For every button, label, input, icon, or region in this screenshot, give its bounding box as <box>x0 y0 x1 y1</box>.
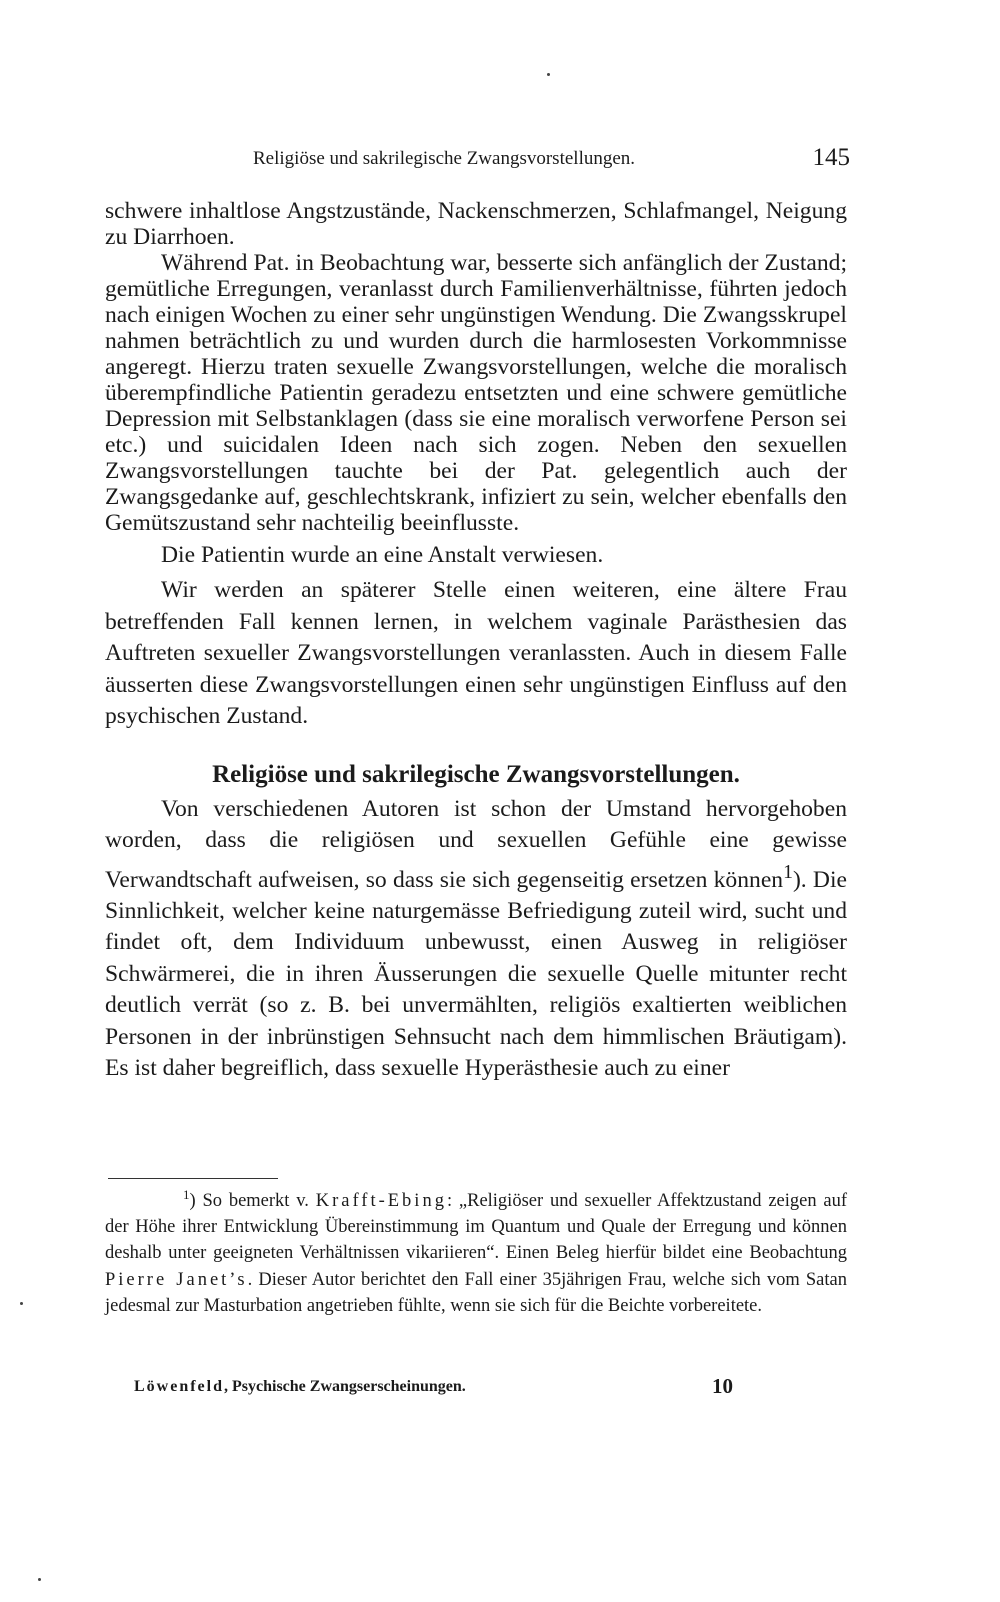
scan-speck <box>38 1578 41 1581</box>
footnote-reference: 1 <box>783 860 793 883</box>
paragraph-1: schwere inhaltlose Angstzustände, Nackenschmerzen, Schlafmangel, Neigung zu Diarrhoen. <box>105 198 847 250</box>
signature-author: Löwenfeld <box>134 1378 224 1395</box>
signature-line <box>134 1378 466 1396</box>
page-header <box>105 144 850 180</box>
page-footer <box>134 1376 744 1402</box>
footnote-rest: . Dieser Autor berichtet den Fall einer 35jährigen Frau, welche sich vom Satan jedesmal zur Masturbation angetrieben fühlte, wenn sie sich für die Beichte vorbereitete. <box>105 1269 847 1316</box>
footnote <box>105 1188 847 1319</box>
running-title: Religiöse und sakrilegische Zwangsvorstellungen. <box>253 148 636 169</box>
footnote-marker-suffix: ) <box>189 1191 196 1211</box>
footnote-quote: : „Religiöser und sexueller Affektzustand zeigen auf der Höhe ihrer Entwicklung Übereinstimmung im Quantum und Quale der Erregung und können deshalb unter geeigneten Verhältnissen vikariieren“. Einen Beleg hierfür bildet eine Beobachtung <box>105 1191 848 1264</box>
sheet-number: 10 <box>712 1374 733 1398</box>
scan-speck <box>547 73 550 76</box>
section-heading: Religiöse und sakrilegische Zwangsvorstellungen. <box>212 760 740 788</box>
scan-speck <box>20 1302 23 1305</box>
signature-title: , Psychische Zwangserscheinungen. <box>224 1378 466 1395</box>
paragraph-2: Während Pat. in Beobachtung war, besserte sich anfänglich der Zustand; gemütliche Erregungen, veranlasst durch Familienverhältnisse, führten jedoch nach einigen Wochen zu einer sehr ungünstigen Wendung. Die Zwangsskrupel nahmen beträchtlich zu und wurden durch die harmlosesten Vorkommnisse angeregt. Hierzu traten sexuelle Zwangsvorstellungen, welche die moralisch überempfindliche Patientin geradezu entsetzten und eine schwere gemütliche Depression mit Selbstanklagen (dass sie eine moralisch verworfene Person sei etc.) und suicidalen Ideen nach sich zogen. Neben den sexuellen Zwangsvorstellungen tauchte bei der Pat. gelegentlich auch der Zwangsgedanke auf, geschlechtskrank, infiziert zu sein, welcher ebenfalls den Gemütszustand sehr nachteilig beeinflusste. <box>105 250 847 536</box>
footnote-marker: 1 <box>183 1186 190 1202</box>
footnote-author-1: Krafft-Ebing <box>315 1191 447 1211</box>
paragraph-5-text-b: ). Die Sinnlichkeit, welcher keine naturgemässe Befriedigung zuteil wird, sucht und findet oft, dem Individuum unbewusst, einen Ausweg in religiöser Schwärmerei, die in ihren Äusserungen die sexuelle Quelle mitunter recht deutlich verrät (so z. B. bei unvermählten, religiös exaltierten weiblichen Personen in der inbrünstigen Sehnsucht nach dem himmlischen Bräutigam). Es ist daher begreiflich, dass sexuelle Hyperästhesie auch zu einer <box>105 866 847 1082</box>
paragraph-4: Wir werden an späterer Stelle einen weiteren, eine ältere Frau betreffenden Fall kennen lernen, in welchem vaginale Parästhesien das Auftreten sexueller Zwangsvorstellungen veranlassten. Auch in diesem Falle äusserten diese Zwangsvorstellungen einen sehr ungünstigen Einfluss auf den psychischen Zustand. <box>105 577 847 729</box>
paragraph-5 <box>105 794 847 1085</box>
footnote-rule <box>108 1178 278 1179</box>
footnote-author-2: Pierre Janet’s <box>105 1269 248 1290</box>
paragraph-3: Die Patientin wurde an eine Anstalt verwiesen. <box>161 542 604 568</box>
footnote-text <box>105 1188 847 1319</box>
footnote-lead: So bemerkt v. <box>202 1191 309 1211</box>
page-number: 145 <box>812 144 850 171</box>
body-text <box>105 198 847 1085</box>
paragraph-5-text-a: Von verschiedenen Autoren ist schon der Umstand hervorgehoben worden, dass die religiösen und sexuellen Gefühle eine gewisse Verwandtschaft aufweisen, so dass sie sich gegenseitig ersetzen können <box>105 795 847 893</box>
